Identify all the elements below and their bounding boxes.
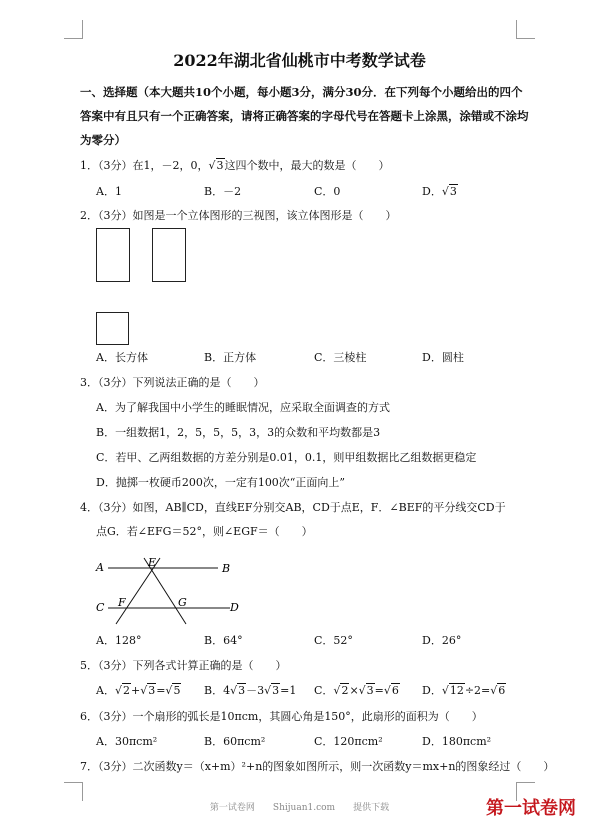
question-4-stem-line-2: 点G．若∠EFG＝52°，则∠EGF＝（ ） [96, 525, 313, 538]
label-d: D [230, 601, 239, 614]
q1-option-b: B．－2 [204, 185, 242, 198]
q6-option-b: B．60πcm² [204, 735, 266, 748]
q1-option-a: A．1 [96, 185, 122, 198]
page-title: 2022年湖北省仙桃市中考数学试卷 [173, 51, 426, 70]
q2-option-b: B．正方体 [204, 351, 257, 364]
q2-option-d: D．圆柱 [422, 351, 464, 364]
sqrt-symbol: √ [208, 159, 216, 172]
q5-a-radicand-3: 5 [173, 684, 181, 697]
q5-b-radicand-2: 3 [272, 684, 280, 697]
parallel-lines-figure [90, 552, 250, 632]
question-1-stem [80, 157, 390, 173]
q5-b-radicand-1: 3 [238, 684, 246, 697]
label-e: E [148, 556, 157, 569]
side-view-rectangle [152, 228, 186, 282]
q4-option-d: D．26° [422, 634, 462, 647]
q4-option-b: B．64° [204, 634, 243, 647]
page-footer: 第一试卷网 Shijuan1.com 提供下载 [209, 803, 390, 813]
site-logo: 第一试卷网 [486, 798, 576, 819]
q5-d-radicand-1: 12 [449, 684, 464, 697]
label-a: A [96, 561, 104, 574]
q6-option-a: A．30πcm² [96, 735, 158, 748]
label-f: F [118, 596, 126, 609]
q1-stem-part-b: 这四个数中，最大的数是（ ） [224, 159, 390, 172]
q5-option-c: C．√2×√3=√6 [314, 684, 399, 697]
q5-c-radicand-3: 6 [391, 684, 399, 697]
q1-radicand: 3 [216, 159, 224, 172]
q5-b-op-1: －3 [246, 684, 265, 697]
label-b: B [222, 562, 231, 575]
q2-option-a: A．长方体 [96, 351, 148, 364]
question-2-stem: 2．（3分）如图是一个立体图形的三视图，该立体图形是（ ） [80, 209, 397, 222]
q5-option-b: B．4√3－3√3=1 [204, 684, 297, 697]
question-4-stem-line-1: 4．（3分）如图，AB∥CD，直线EF分别交AB，CD于点E，F．∠BEF的平分线交CD于 [80, 501, 506, 514]
q5-option-a: A．√2+√3=√5 [96, 684, 181, 697]
q1-stem-part-a: 1．（3分）在1，－2，0， [80, 159, 209, 172]
q5-c-op-1: × [349, 684, 359, 697]
q1-option-d-radicand: 3 [449, 185, 457, 198]
q3-option-d: D．抛掷一枚硬币200次，一定有100次“正面向上” [96, 476, 346, 489]
q5-b-op-2: =1 [280, 684, 297, 697]
q3-option-a: A．为了解我国中小学生的睡眠情况，应采取全面调查的方式 [96, 401, 390, 414]
question-3-stem: 3．（3分）下列说法正确的是（ ） [80, 376, 265, 389]
section-heading-line-2: 答案中有且只有一个正确答案，请将正确答案的字母代号在答题卡上涂黑，涂错或不涂均 [80, 109, 529, 123]
q5-c-radicand-1: 2 [341, 684, 349, 697]
q1-option-c: C．0 [314, 185, 341, 198]
question-6-stem: 6．（3分）一个扇形的弧长是10πcm，其圆心角是150°，此扇形的面积为（ ） [80, 710, 483, 723]
q5-b-prefix: B．4 [204, 684, 231, 697]
q5-c-op-2: = [374, 684, 384, 697]
q3-option-b: B．一组数据1，2，5，5，5，3，3的众数和平均数都是3 [96, 426, 381, 439]
q5-d-op-1: ÷2= [464, 684, 491, 697]
label-g: G [178, 596, 187, 609]
question-7-stem: 7．（3分）二次函数y＝（x+m）²+n的图象如图所示，则一次函数y＝mx+n的图象经过（ ） [80, 760, 555, 773]
q5-a-op-2: = [156, 684, 166, 697]
q2-option-c: C．三棱柱 [314, 351, 367, 364]
q5-a-prefix: A． [96, 684, 115, 697]
q5-d-radicand-2: 6 [498, 684, 506, 697]
top-view-square [96, 312, 129, 345]
q5-a-radicand-1: 2 [122, 684, 130, 697]
q5-c-radicand-2: 3 [366, 684, 374, 697]
q6-option-c: C．120πcm² [314, 735, 383, 748]
q1-option-d [422, 183, 458, 199]
q5-option-d: D．√12÷2=√6 [422, 684, 506, 697]
q5-d-prefix: D． [422, 684, 442, 697]
section-heading-line-3: 为零分） [80, 133, 126, 147]
q4-option-c: C．52° [314, 634, 353, 647]
q5-c-prefix: C． [314, 684, 334, 697]
q5-a-op-1: + [130, 684, 141, 697]
q6-option-d: D．180πcm² [422, 735, 492, 748]
label-c: C [96, 601, 105, 614]
q4-option-a: A．128° [96, 634, 142, 647]
question-5-stem: 5．（3分）下列各式计算正确的是（ ） [80, 659, 287, 672]
front-view-rectangle [96, 228, 130, 282]
crop-mark-top-right [516, 20, 535, 39]
q5-a-radicand-2: 3 [148, 684, 156, 697]
sqrt-symbol: √ [441, 185, 449, 198]
q1-option-d-prefix: D． [422, 185, 442, 198]
crop-mark-bottom-left [64, 782, 83, 801]
q3-option-c: C．若甲、乙两组数据的方差分别是0.01，0.1，则甲组数据比乙组数据更稳定 [96, 451, 477, 464]
crop-mark-top-left [64, 20, 83, 39]
section-heading-line-1: 一、选择题（本大题共10个小题，每小题3分，满分30分．在下列每个小题给出的四个 [80, 85, 523, 99]
